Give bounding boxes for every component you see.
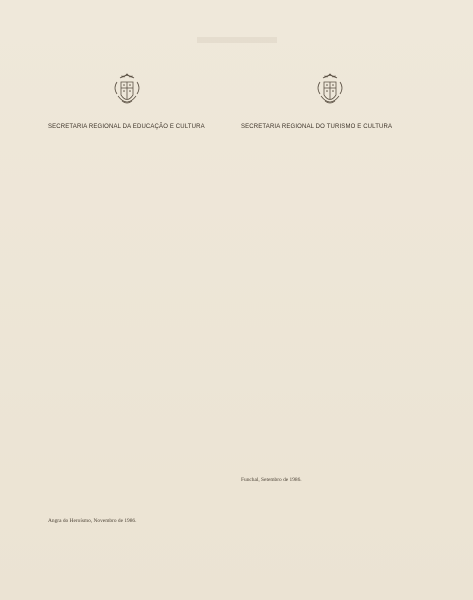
left-column-secretaria-educacao-cultura <box>48 60 220 570</box>
two-column-layout <box>0 60 473 570</box>
coat-of-arms-crest-icon <box>313 70 347 112</box>
right-heading: SECRETARIA REGIONAL DO TURISMO E CULTURA <box>241 124 393 130</box>
left-closing-date: Angra do Heroísmo, Novembro de 1986. <box>48 518 137 524</box>
faint-header-mark <box>197 34 277 46</box>
right-closing-date: Funchal, Setembro de 1986. <box>241 477 302 483</box>
coat-of-arms-crest-icon <box>110 70 144 112</box>
right-column-secretaria-turismo-cultura <box>241 60 425 570</box>
left-heading: SECRETARIA REGIONAL DA EDUCAÇÃO E CULTURA <box>48 124 205 130</box>
